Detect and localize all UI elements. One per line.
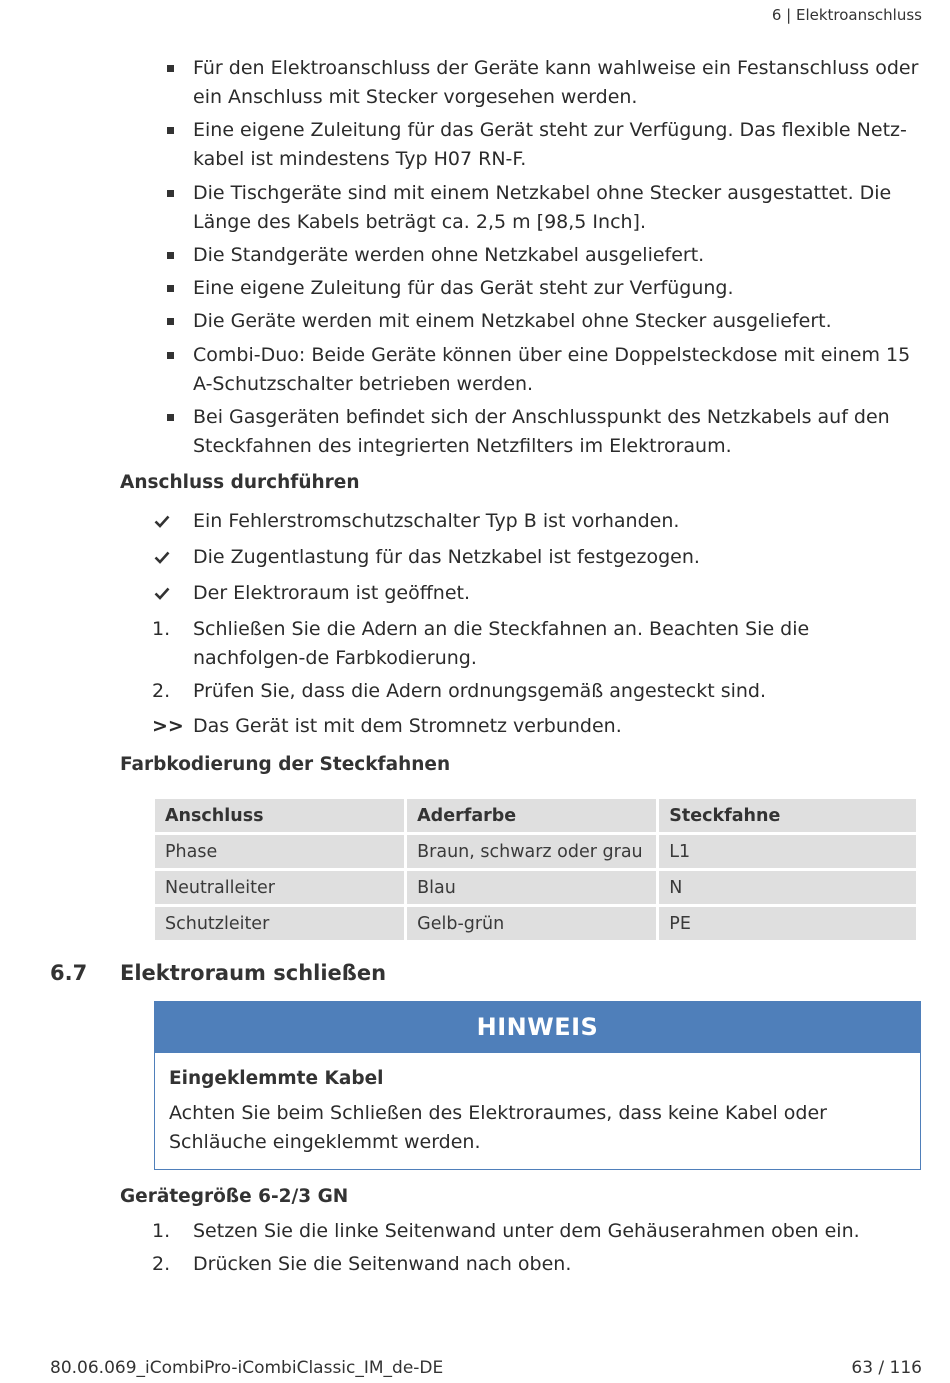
column-header: Aderfarbe (407, 799, 656, 832)
table-cell: N (659, 871, 916, 904)
bullet-square-icon (167, 318, 174, 325)
connection-heading: Anschluss durchführen (120, 472, 360, 493)
table-cell: Phase (155, 835, 404, 868)
prerequisite-item: Die Zugentlastung für das Netzkabel ist festgezogen. (152, 543, 924, 572)
step-item: 2. Drücken Sie die Seitenwand nach oben. (152, 1250, 924, 1279)
step-number: 1. (152, 618, 171, 640)
list-item: Combi-Duo: Beide Geräte können über eine Doppelsteckdose mit einem 15 A-Schutzschalter betrieben werden. (164, 341, 924, 399)
notice-title: Eingeklemmte Kabel (169, 1068, 384, 1089)
column-header: Steckfahne (659, 799, 916, 832)
size-heading: Gerätegröße 6-2/3 GN (120, 1186, 349, 1207)
notice-text: Achten Sie beim Schließen des Elektroraumes, dass keine Kabel oder Schläuche eingeklemmt werden. (169, 1102, 827, 1153)
color-coding-table (152, 796, 919, 943)
list-item: Die Standgeräte werden ohne Netzkabel ausgeliefert. (164, 241, 924, 270)
bullet-square-icon (167, 190, 174, 197)
bullet-square-icon (167, 285, 174, 292)
notice-box (154, 1001, 921, 1170)
step-number: 1. (152, 1220, 171, 1242)
list-item: Die Tischgeräte sind mit einem Netzkabel ohne Stecker ausgestattet. Die Länge des Kabels beträgt ca. 2,5 m [98,5 Inch]. (164, 179, 924, 237)
notice-label: HINWEIS (155, 1002, 920, 1053)
table-cell: Schutzleiter (155, 907, 404, 940)
section-number: 6.7 (50, 961, 88, 985)
bullet-square-icon (167, 352, 174, 359)
bullet-square-icon (167, 252, 174, 259)
list-item: Eine eigene Zuleitung für das Gerät steht zur Verfügung. Das flexible Netz-kabel ist mindestens Typ H07 RN-F. (164, 116, 924, 174)
page-number: 63 / 116 (851, 1358, 922, 1378)
prerequisite-item: Der Elektroraum ist geöffnet. (152, 579, 924, 608)
table-cell: L1 (659, 835, 916, 868)
section-title: Elektroraum schließen (120, 961, 387, 985)
step-number: 2. (152, 1253, 171, 1275)
column-header: Anschluss (155, 799, 404, 832)
table-cell: Braun, schwarz oder grau (407, 835, 656, 868)
table-row (155, 907, 916, 940)
bullet-square-icon (167, 127, 174, 134)
bullet-square-icon (167, 65, 174, 72)
step-item: 2. Prüfen Sie, dass die Adern ordnungsgemäß angesteckt sind. (152, 677, 924, 706)
color-coding-heading: Farbkodierung der Steckfahnen (120, 754, 451, 775)
size-procedure (152, 1217, 924, 1279)
step-item: 1. Schließen Sie die Adern an die Steckfahnen an. Beachten Sie die nachfolgen-de Farbkodierung. (152, 615, 924, 673)
requirements-list (164, 54, 924, 465)
table-cell: Neutralleiter (155, 871, 404, 904)
table-header-row (155, 799, 916, 832)
table-cell: Blau (407, 871, 656, 904)
prerequisite-item: Ein Fehlerstromschutzschalter Typ B ist vorhanden. (152, 507, 924, 536)
table-cell: PE (659, 907, 916, 940)
document-id: 80.06.069_iCombiPro-iCombiClassic_IM_de-DE (50, 1358, 444, 1378)
list-item: Bei Gasgeräten befindet sich der Anschlusspunkt des Netzkabels auf den Steckfahnen des integrierten Netzfilters im Elektroraum. (164, 403, 924, 461)
running-head: 6 | Elektroanschluss (771, 6, 922, 24)
connection-procedure (152, 507, 924, 741)
table-row (155, 871, 916, 904)
list-item: Für den Elektroanschluss der Geräte kann wahlweise ein Festanschluss oder ein Anschluss mit Stecker vorgesehen werden. (164, 54, 924, 112)
bullet-square-icon (167, 414, 174, 421)
table-row (155, 835, 916, 868)
list-item: Die Geräte werden mit einem Netzkabel ohne Stecker ausgeliefert. (164, 307, 924, 336)
result-item: >> Das Gerät ist mit dem Stromnetz verbunden. (152, 712, 924, 741)
list-item: Eine eigene Zuleitung für das Gerät steht zur Verfügung. (164, 274, 924, 303)
table-cell: Gelb-grün (407, 907, 656, 940)
result-marker: >> (152, 715, 184, 737)
step-item: 1. Setzen Sie die linke Seitenwand unter dem Gehäuserahmen oben ein. (152, 1217, 924, 1246)
step-number: 2. (152, 680, 171, 702)
